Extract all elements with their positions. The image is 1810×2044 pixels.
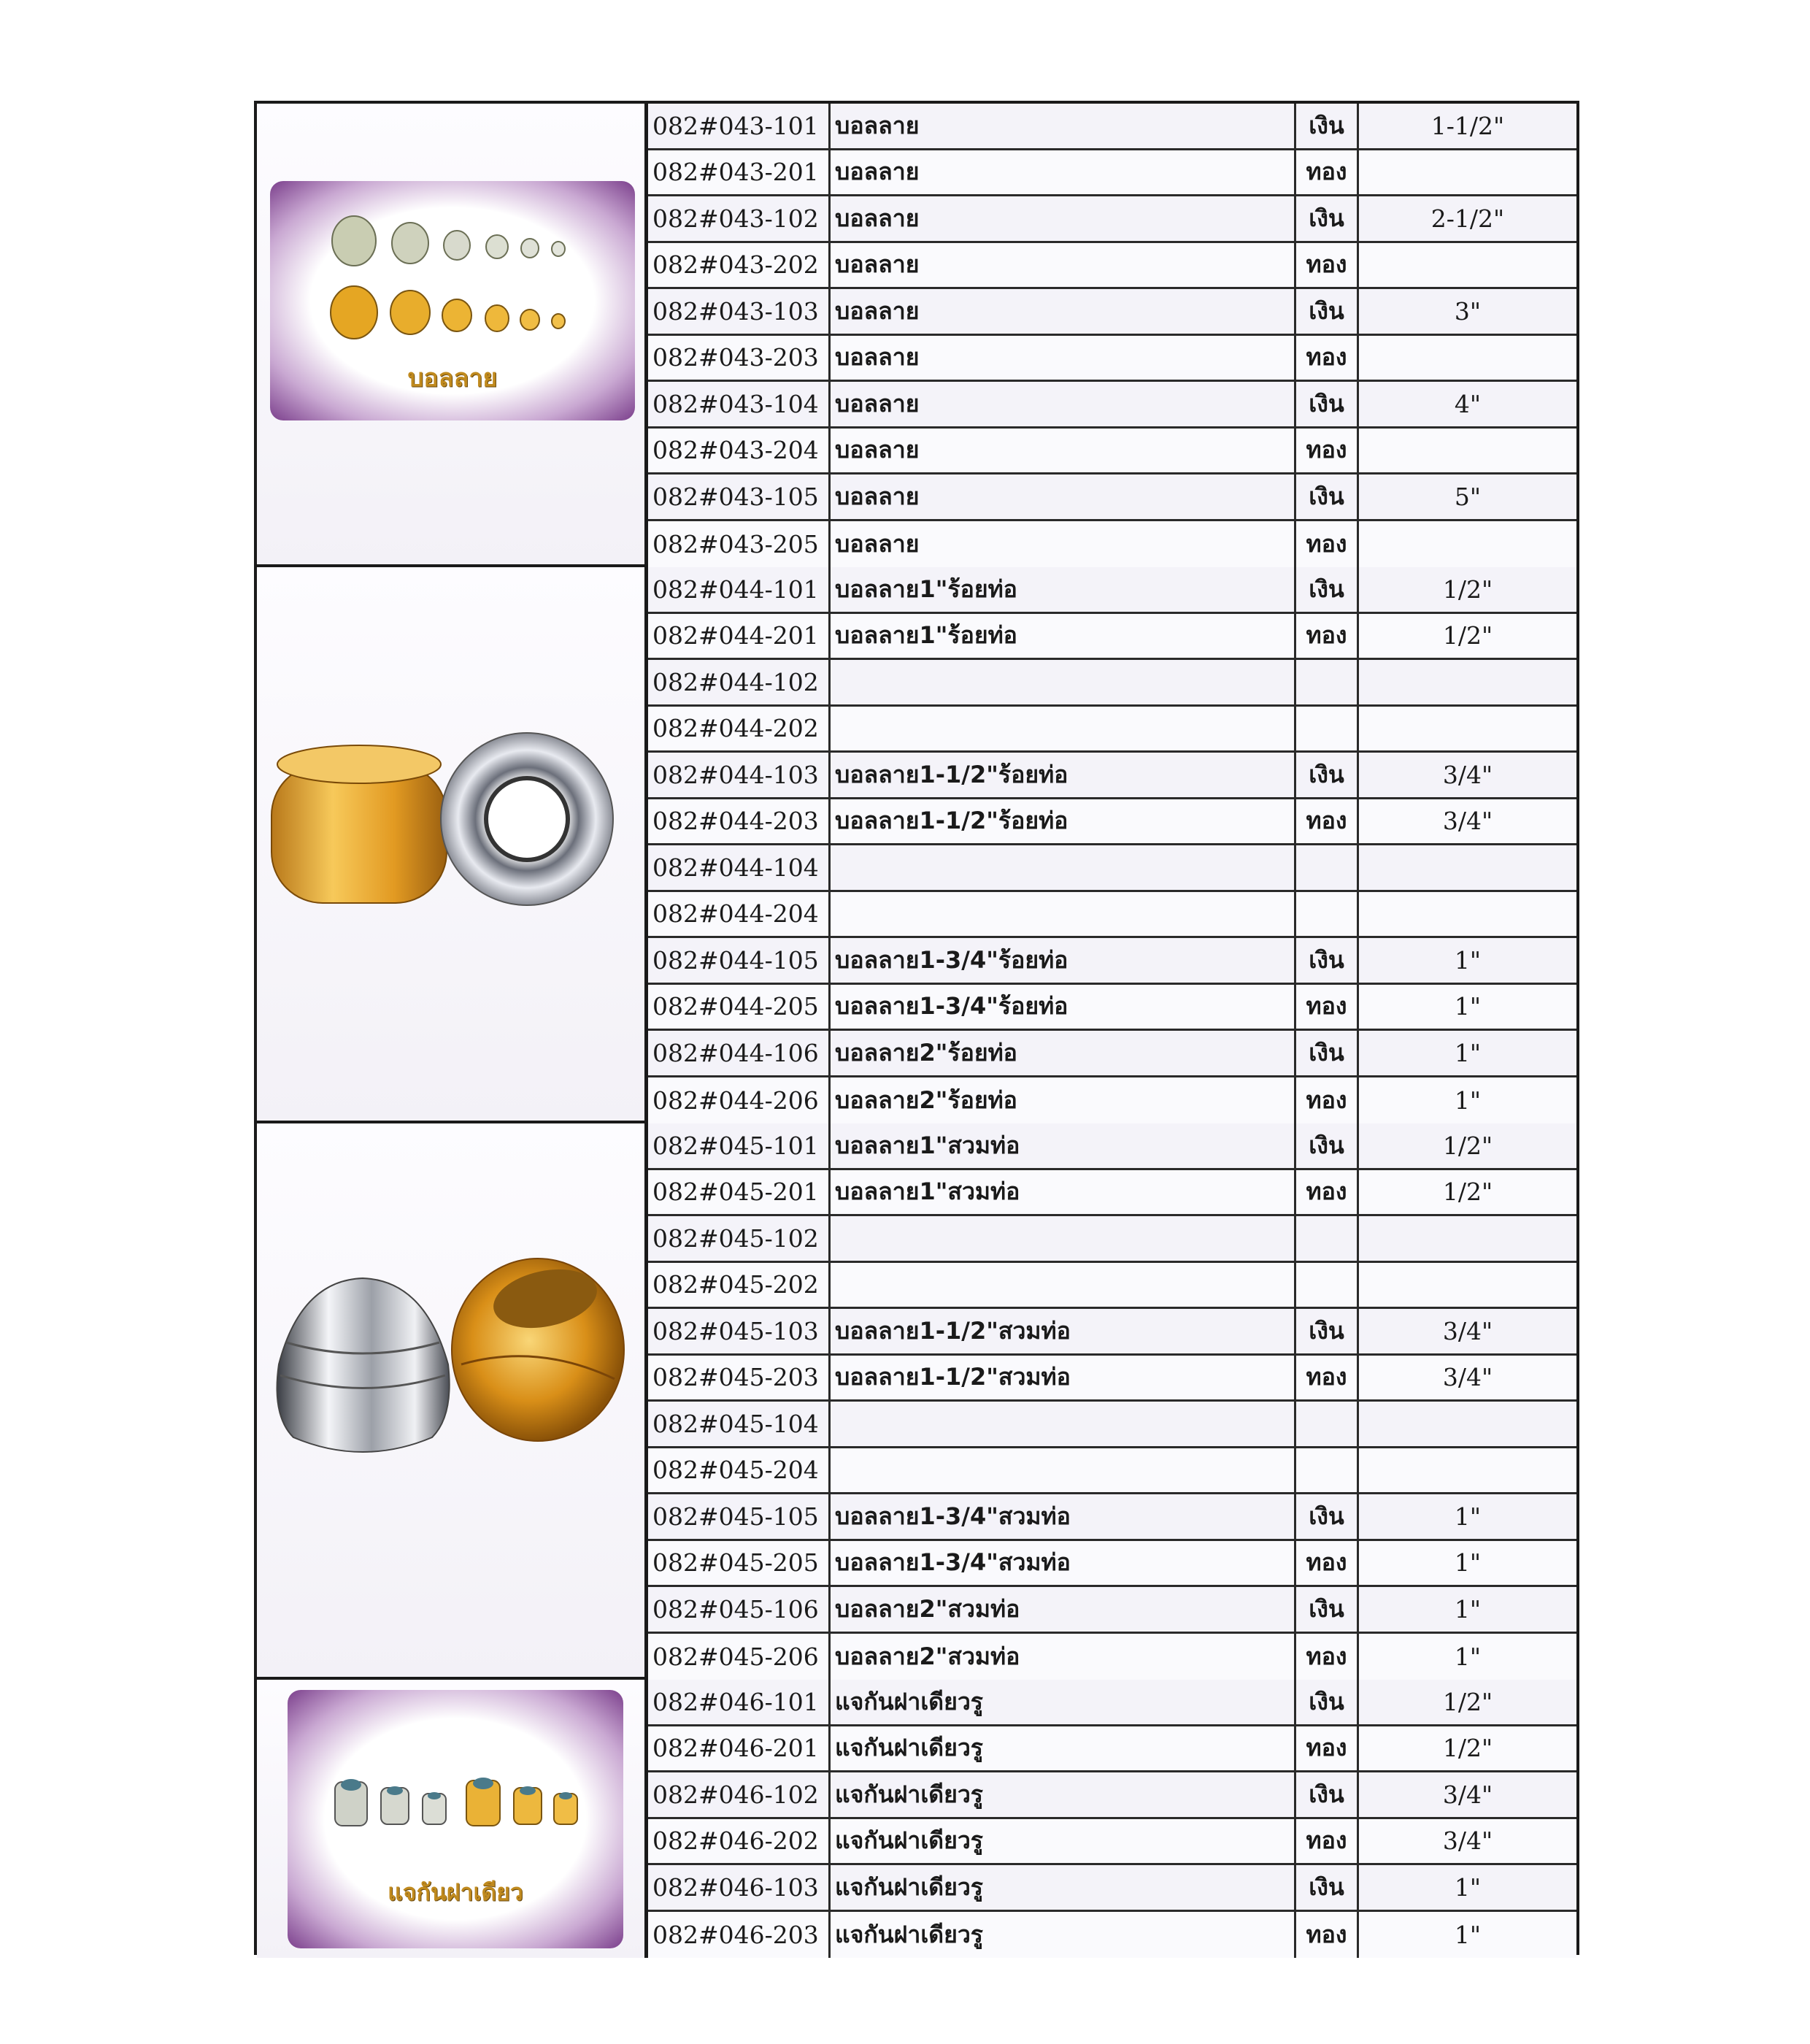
product-color: เงิน	[1296, 567, 1359, 612]
product-size: 4"	[1454, 389, 1482, 418]
product-name: บอลลาย2"ร้อยท่อ	[831, 1077, 1296, 1124]
product-rows	[648, 567, 1576, 1123]
product-code: 082#045-202	[648, 1263, 831, 1307]
table-row	[648, 1448, 1576, 1495]
table-row	[648, 1402, 1576, 1448]
product-color: เงิน	[1296, 1494, 1359, 1539]
product-code: 082#044-205	[648, 985, 831, 1029]
product-color: ทอง	[1296, 1726, 1359, 1771]
product-name: แจกันฝาเดียวรู	[831, 1819, 1296, 1864]
product-color: ทอง	[1296, 1170, 1359, 1215]
product-color: ทอง	[1296, 1356, 1359, 1400]
product-name: บอลลาย1-1/2"สวมท่อ	[831, 1356, 1296, 1400]
table-row	[648, 1309, 1576, 1356]
product-size: 2-1/2"	[1430, 204, 1505, 233]
product-name: บอลลาย1"สวมท่อ	[831, 1123, 1296, 1168]
product-name: บอลลาย	[831, 382, 1296, 426]
product-name	[831, 892, 1296, 937]
product-photo-ball-pattern	[270, 181, 635, 420]
product-color: ทอง	[1296, 1819, 1359, 1864]
product-color: ทอง	[1296, 1077, 1359, 1124]
product-size: 1"	[1454, 1594, 1482, 1624]
product-rows	[648, 1123, 1576, 1680]
product-color	[1296, 660, 1359, 704]
product-name: แจกันฝาเดียวรู	[831, 1680, 1296, 1724]
table-row	[648, 1865, 1576, 1912]
table-row	[648, 1634, 1576, 1680]
product-size: 3/4"	[1442, 1363, 1493, 1392]
product-code: 082#043-203	[648, 336, 831, 380]
product-code: 082#044-104	[648, 845, 831, 890]
product-code: 082#046-101	[648, 1680, 831, 1724]
product-size: 3/4"	[1442, 1780, 1493, 1809]
product-code: 082#043-104	[648, 382, 831, 426]
product-size	[1359, 660, 1576, 704]
product-photo-caption: แจกันฝาเดียว	[388, 1878, 523, 1906]
product-size: 1"	[1454, 945, 1482, 975]
product-code: 082#044-105	[648, 938, 831, 983]
table-row	[648, 845, 1576, 892]
product-name	[831, 1448, 1296, 1493]
product-color: เงิน	[1296, 289, 1359, 334]
product-size	[1359, 150, 1576, 195]
product-name: บอลลาย1-1/2"ร้อยท่อ	[831, 753, 1296, 797]
product-name: บอลลาย	[831, 429, 1296, 473]
product-code: 082#045-102	[648, 1216, 831, 1261]
product-name: บอลลาย	[831, 243, 1296, 288]
product-name: บอลลาย1"ร้อยท่อ	[831, 567, 1296, 612]
table-row	[648, 614, 1576, 661]
product-catalog-table	[254, 101, 1579, 1955]
product-name: บอลลาย1-1/2"ร้อยท่อ	[831, 799, 1296, 844]
product-color: ทอง	[1296, 1541, 1359, 1586]
product-size: 1"	[1454, 1038, 1482, 1067]
table-row	[648, 1912, 1576, 1959]
product-code: 082#045-106	[648, 1587, 831, 1632]
product-color: เงิน	[1296, 1865, 1359, 1910]
product-size: 1/2"	[1442, 575, 1493, 604]
product-code: 082#043-105	[648, 474, 831, 519]
product-code: 082#044-103	[648, 753, 831, 797]
product-code: 082#046-201	[648, 1726, 831, 1771]
product-name	[831, 1263, 1296, 1307]
product-section-044	[257, 567, 1576, 1123]
product-size: 1/2"	[1442, 1687, 1493, 1716]
product-rows	[648, 104, 1576, 567]
table-row	[648, 429, 1576, 475]
product-color	[1296, 1263, 1359, 1307]
product-size: 3/4"	[1442, 1316, 1493, 1345]
table-row	[648, 382, 1576, 429]
table-row	[648, 753, 1576, 799]
product-color: เงิน	[1296, 1772, 1359, 1817]
product-name	[831, 1402, 1296, 1446]
product-color	[1296, 707, 1359, 751]
product-color: เงิน	[1296, 1309, 1359, 1353]
table-row	[648, 1170, 1576, 1217]
product-name: แจกันฝาเดียวรู	[831, 1912, 1296, 1959]
table-row	[648, 707, 1576, 753]
product-size: 3/4"	[1442, 760, 1493, 789]
product-name: บอลลาย1"ร้อยท่อ	[831, 614, 1296, 658]
product-size	[1359, 336, 1576, 380]
table-row	[648, 1123, 1576, 1170]
product-code: 082#044-101	[648, 567, 831, 612]
product-code: 082#044-202	[648, 707, 831, 751]
product-color	[1296, 845, 1359, 890]
product-color: เงิน	[1296, 753, 1359, 797]
product-name: บอลลาย2"สวมท่อ	[831, 1634, 1296, 1680]
product-name: บอลลาย1-3/4"สวมท่อ	[831, 1494, 1296, 1539]
product-size: 3"	[1454, 296, 1482, 326]
table-row	[648, 196, 1576, 243]
product-color: ทอง	[1296, 1912, 1359, 1959]
product-name: บอลลาย1-3/4"สวมท่อ	[831, 1541, 1296, 1586]
product-name: บอลลาย1-3/4"ร้อยท่อ	[831, 938, 1296, 983]
product-code: 082#045-205	[648, 1541, 831, 1586]
product-name: แจกันฝาเดียวรู	[831, 1865, 1296, 1910]
table-row	[648, 336, 1576, 383]
product-size: 1"	[1454, 1920, 1482, 1949]
product-name: บอลลาย	[831, 196, 1296, 241]
product-color: เงิน	[1296, 104, 1359, 148]
product-name: แจกันฝาเดียวรู	[831, 1726, 1296, 1771]
product-code: 082#046-102	[648, 1772, 831, 1817]
product-section-043	[257, 104, 1576, 567]
product-size: 3/4"	[1442, 1826, 1493, 1856]
table-row	[648, 1263, 1576, 1310]
product-code: 082#046-103	[648, 1865, 831, 1910]
product-name	[831, 707, 1296, 751]
product-photo-single-lid-vase	[288, 1690, 623, 1948]
product-size	[1359, 892, 1576, 937]
product-color: เงิน	[1296, 196, 1359, 241]
product-color: ทอง	[1296, 521, 1359, 568]
product-color	[1296, 892, 1359, 937]
product-code: 082#044-204	[648, 892, 831, 937]
product-name	[831, 660, 1296, 704]
table-row	[648, 289, 1576, 336]
gold-ball	[272, 764, 447, 903]
product-size	[1359, 521, 1576, 568]
product-size: 1/2"	[1442, 1734, 1493, 1763]
table-row	[648, 1772, 1576, 1819]
product-color: เงิน	[1296, 1031, 1359, 1075]
product-name: บอลลาย	[831, 474, 1296, 519]
product-code: 082#046-203	[648, 1912, 831, 1959]
product-color	[1296, 1216, 1359, 1261]
silver-ball	[277, 1278, 450, 1452]
product-size: 1/2"	[1442, 1131, 1493, 1160]
product-color	[1296, 1448, 1359, 1493]
product-code: 082#043-103	[648, 289, 831, 334]
gold-vases	[466, 1778, 577, 1826]
product-size	[1359, 845, 1576, 890]
product-color: ทอง	[1296, 799, 1359, 844]
product-size: 1"	[1454, 1872, 1482, 1902]
product-code: 082#044-106	[648, 1031, 831, 1075]
product-image-cell	[257, 1680, 648, 1958]
table-row	[648, 567, 1576, 614]
table-row	[648, 1541, 1576, 1588]
product-code: 082#045-101	[648, 1123, 831, 1168]
table-row	[648, 1680, 1576, 1726]
product-section-045	[257, 1123, 1576, 1680]
product-size: 1/2"	[1442, 1177, 1493, 1207]
product-code: 082#044-201	[648, 614, 831, 658]
table-row	[648, 243, 1576, 290]
product-color: เงิน	[1296, 474, 1359, 519]
product-code: 082#045-204	[648, 1448, 831, 1493]
product-code: 082#043-102	[648, 196, 831, 241]
product-name	[831, 1216, 1296, 1261]
table-row	[648, 1726, 1576, 1773]
table-row	[648, 104, 1576, 150]
product-code: 082#045-203	[648, 1356, 831, 1400]
silver-balls	[332, 216, 565, 266]
product-size	[1359, 429, 1576, 473]
table-row	[648, 985, 1576, 1031]
table-row	[648, 150, 1576, 197]
product-photo-ball-through-pipe	[257, 567, 648, 1121]
product-name: บอลลาย	[831, 104, 1296, 148]
product-name: บอลลาย	[831, 521, 1296, 568]
product-section-046	[257, 1680, 1576, 1958]
product-name: บอลลาย2"สวมท่อ	[831, 1587, 1296, 1632]
product-code: 082#044-102	[648, 660, 831, 704]
gold-balls	[331, 286, 565, 339]
table-row	[648, 1819, 1576, 1866]
table-row	[648, 938, 1576, 985]
table-row	[648, 1587, 1576, 1634]
table-row	[648, 1077, 1576, 1124]
product-code: 082#045-105	[648, 1494, 831, 1539]
product-size: 1/2"	[1442, 621, 1493, 650]
product-size	[1359, 1448, 1576, 1493]
table-row	[648, 660, 1576, 707]
product-image-cell	[257, 567, 648, 1121]
product-code: 082#043-101	[648, 104, 831, 148]
table-row	[648, 474, 1576, 521]
product-size: 1"	[1454, 992, 1482, 1021]
product-name: บอลลาย	[831, 150, 1296, 195]
product-photo-caption: บอลลาย	[407, 364, 498, 393]
product-color: ทอง	[1296, 1634, 1359, 1680]
product-color	[1296, 1402, 1359, 1446]
product-size	[1359, 1216, 1576, 1261]
product-name: แจกันฝาเดียวรู	[831, 1772, 1296, 1817]
product-size: 3/4"	[1442, 807, 1493, 836]
product-rows	[648, 1680, 1576, 1958]
product-code: 082#045-201	[648, 1170, 831, 1215]
product-size	[1359, 1402, 1576, 1446]
table-row	[648, 892, 1576, 939]
product-name	[831, 845, 1296, 890]
product-color: เงิน	[1296, 938, 1359, 983]
table-row	[648, 1031, 1576, 1077]
product-name: บอลลาย	[831, 289, 1296, 334]
product-code: 082#045-104	[648, 1402, 831, 1446]
table-row	[648, 799, 1576, 846]
product-code: 082#045-103	[648, 1309, 831, 1353]
product-code: 082#043-204	[648, 429, 831, 473]
table-row	[648, 521, 1576, 568]
product-color: ทอง	[1296, 614, 1359, 658]
product-size: 1"	[1454, 1086, 1482, 1115]
product-color: ทอง	[1296, 243, 1359, 288]
product-code: 082#043-205	[648, 521, 831, 568]
silver-vases	[335, 1779, 446, 1826]
product-color: เงิน	[1296, 1123, 1359, 1168]
product-code: 082#045-206	[648, 1634, 831, 1680]
product-image-cell	[257, 1123, 648, 1677]
product-name: บอลลาย1-1/2"สวมท่อ	[831, 1309, 1296, 1353]
table-row	[648, 1216, 1576, 1263]
product-color: ทอง	[1296, 985, 1359, 1029]
product-color: ทอง	[1296, 150, 1359, 195]
product-code: 082#043-201	[648, 150, 831, 195]
table-row	[648, 1356, 1576, 1402]
product-color: ทอง	[1296, 336, 1359, 380]
product-name: บอลลาย1"สวมท่อ	[831, 1170, 1296, 1215]
product-code: 082#044-203	[648, 799, 831, 844]
product-name: บอลลาย	[831, 336, 1296, 380]
product-color: เงิน	[1296, 382, 1359, 426]
product-size	[1359, 243, 1576, 288]
product-color: เงิน	[1296, 1587, 1359, 1632]
product-code: 082#046-202	[648, 1819, 831, 1864]
product-size: 1-1/2"	[1430, 111, 1505, 140]
product-color: เงิน	[1296, 1680, 1359, 1724]
product-name: บอลลาย1-3/4"ร้อยท่อ	[831, 985, 1296, 1029]
product-size: 5"	[1454, 482, 1482, 511]
table-row	[648, 1494, 1576, 1541]
product-size	[1359, 1263, 1576, 1307]
product-size: 1"	[1454, 1548, 1482, 1578]
product-name: บอลลาย2"ร้อยท่อ	[831, 1031, 1296, 1075]
product-size: 1"	[1454, 1642, 1482, 1671]
product-color: ทอง	[1296, 429, 1359, 473]
product-image-cell	[257, 104, 648, 564]
product-code: 082#043-202	[648, 243, 831, 288]
product-size	[1359, 707, 1576, 751]
product-code: 082#044-206	[648, 1077, 831, 1124]
product-photo-ball-over-pipe	[257, 1123, 648, 1677]
product-size: 1"	[1454, 1502, 1482, 1531]
